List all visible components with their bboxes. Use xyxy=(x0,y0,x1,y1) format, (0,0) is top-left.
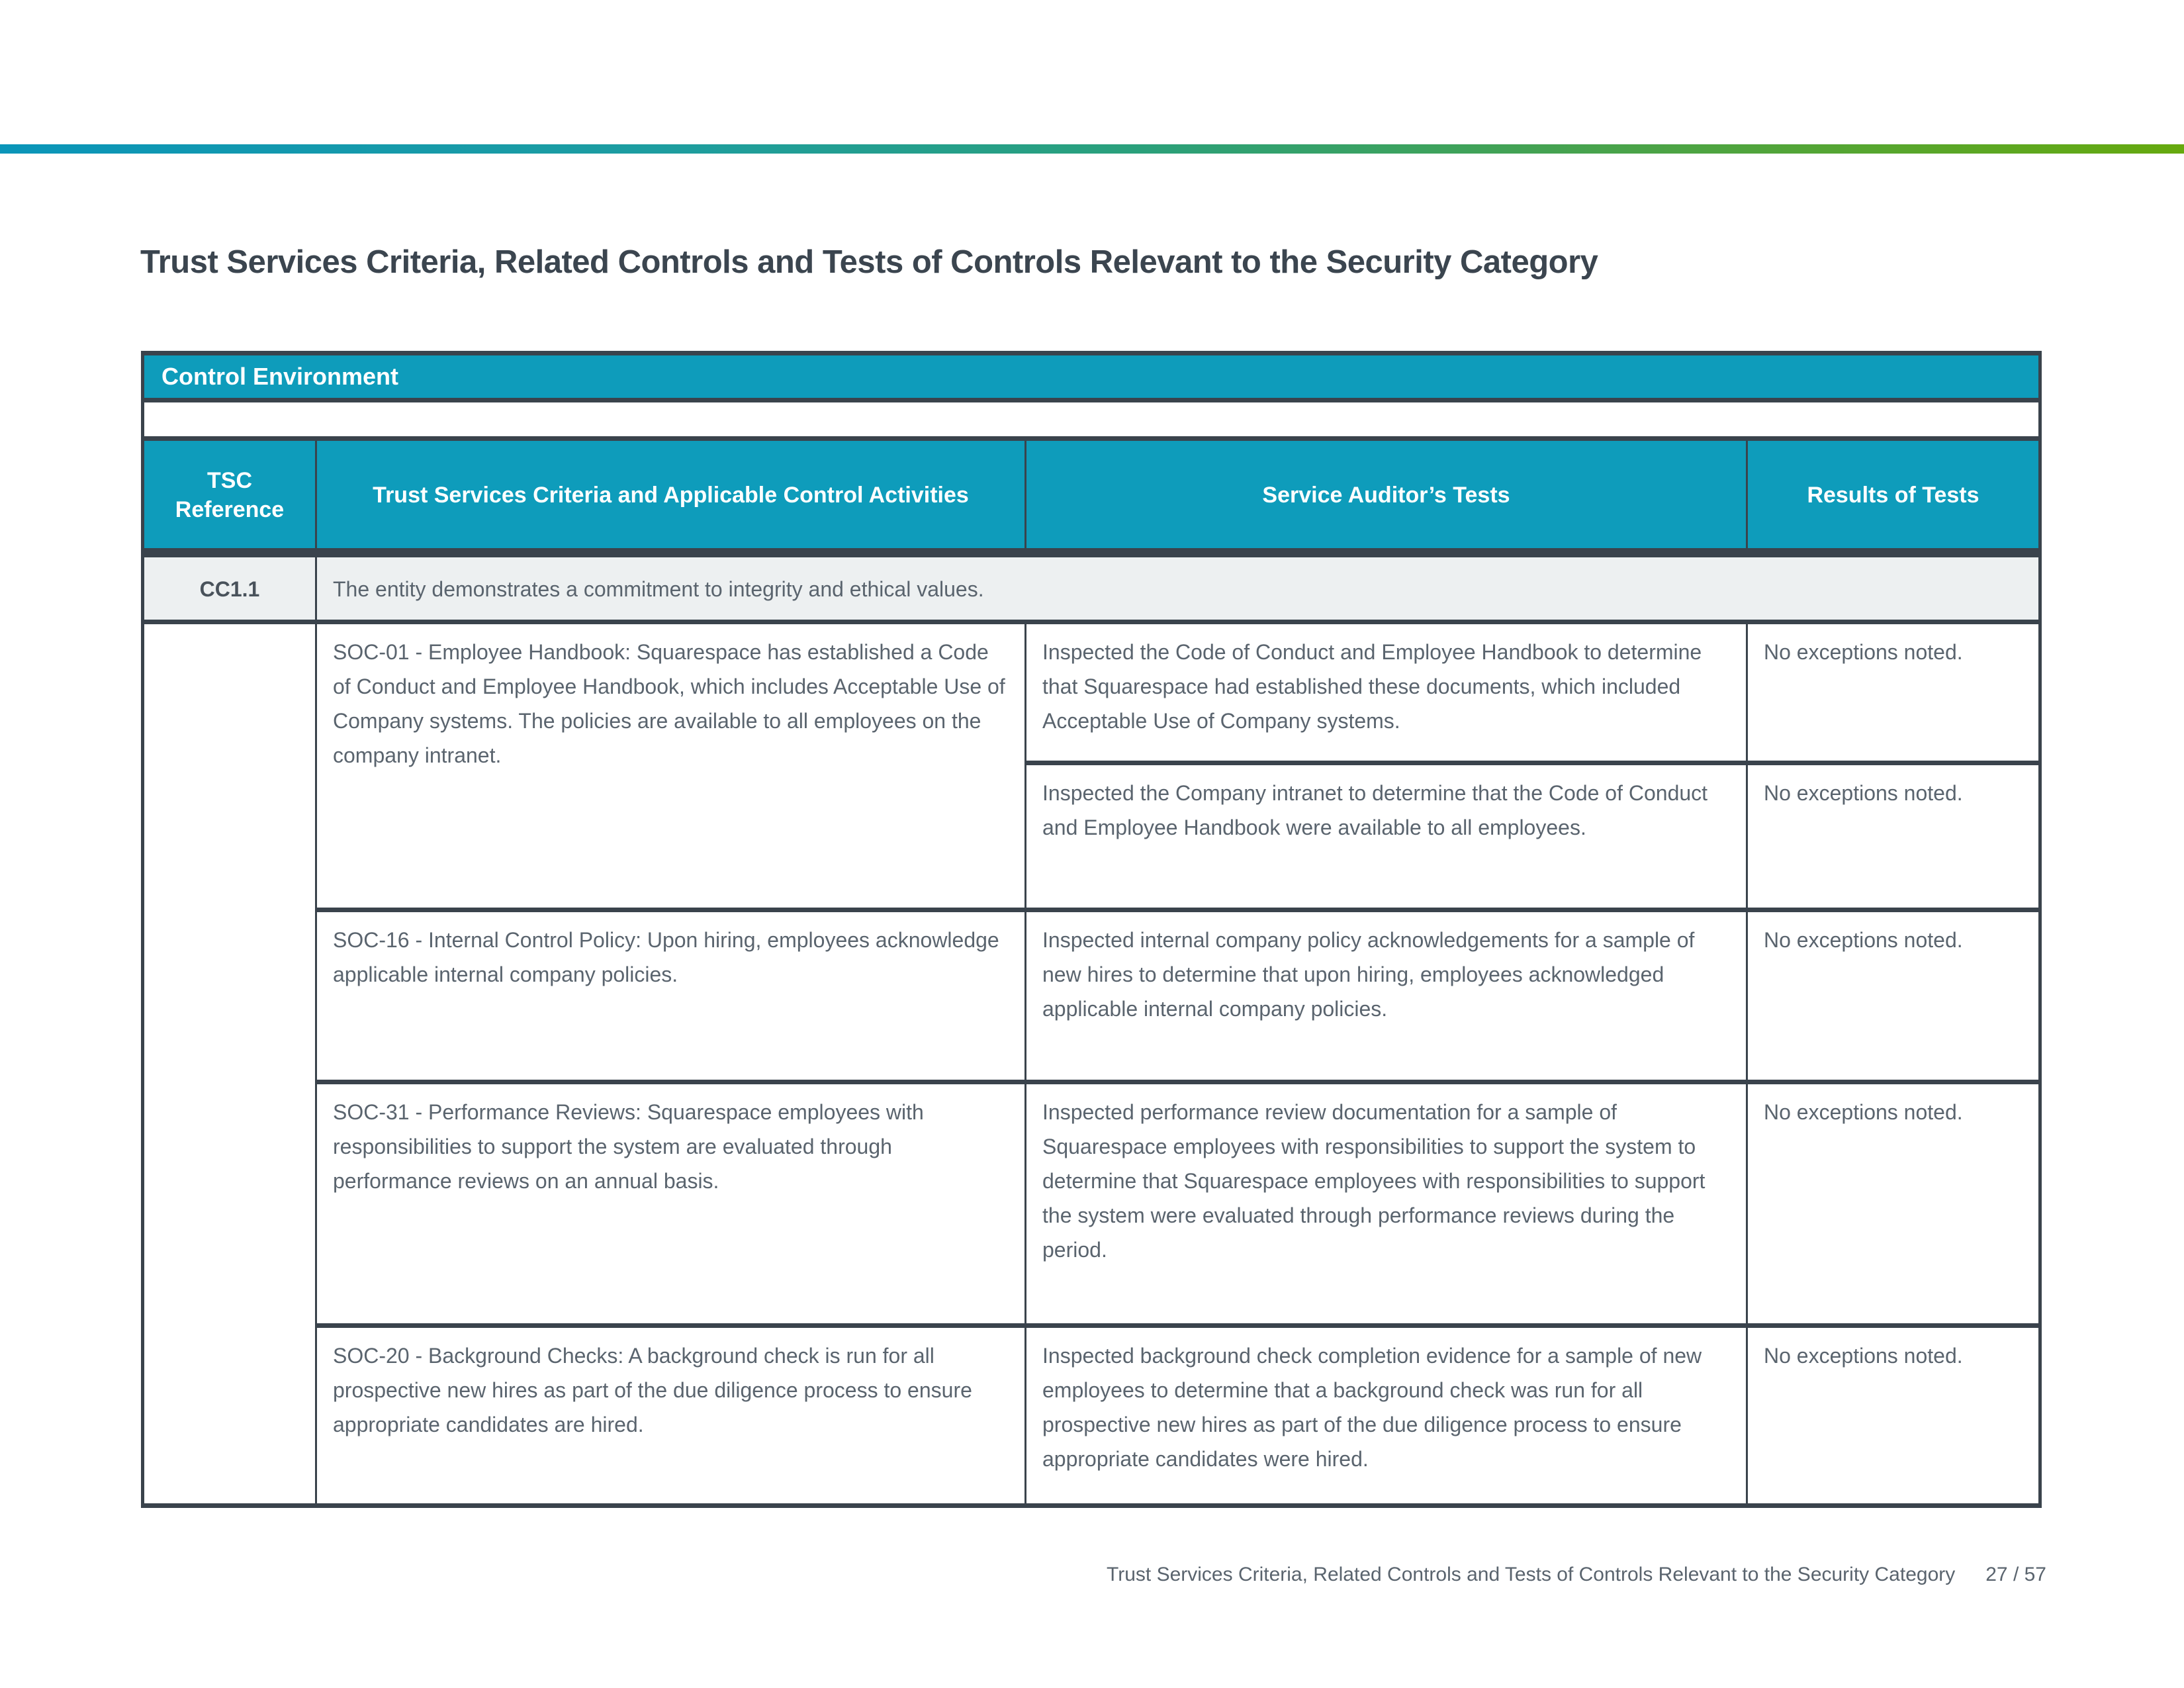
section-header-row xyxy=(143,353,2040,400)
column-header-criteria-activities: Trust Services Criteria and Applicable Control Activities xyxy=(316,439,1026,553)
table-row xyxy=(143,1082,2040,1326)
criteria-ref: CC1.1 xyxy=(143,553,316,622)
control-activity-cell: SOC-16 - Internal Control Policy: Upon hiring, employees acknowledge applicable internal company policies. xyxy=(316,910,1026,1082)
spacer-row xyxy=(143,400,2040,439)
control-activity-cell: SOC-20 - Background Checks: A background check is run for all prospective new hires as part of the due diligence process to ensure appropriate candidates are hired. xyxy=(316,1326,1026,1506)
test-result-cell: No exceptions noted. xyxy=(1747,1326,2040,1506)
page-title: Trust Services Criteria, Related Controls and Tests of Controls Relevant to the Security Category xyxy=(140,244,1598,280)
criteria-description: The entity demonstrates a commitment to integrity and ethical values. xyxy=(316,553,2040,622)
section-header: Control Environment xyxy=(143,353,2040,400)
auditor-test-cell: Inspected the Company intranet to determine that the Code of Conduct and Employee Handbook were available to all employees. xyxy=(1026,763,1747,910)
test-result-cell: No exceptions noted. xyxy=(1747,1082,2040,1326)
page-footer xyxy=(1107,1564,2046,1586)
tsc-ref-empty-cell xyxy=(143,622,316,1506)
table-row xyxy=(143,910,2040,1082)
column-header-row xyxy=(143,439,2040,553)
footer-page-number: 27 / 57 xyxy=(1985,1564,2046,1585)
criteria-row xyxy=(143,553,2040,622)
column-header-results-of-tests: Results of Tests xyxy=(1747,439,2040,553)
auditor-test-cell: Inspected the Code of Conduct and Employee Handbook to determine that Squarespace had established these documents, which included Acceptable Use of Company systems. xyxy=(1026,622,1747,763)
auditor-test-cell: Inspected internal company policy acknowledgements for a sample of new hires to determine that upon hiring, employees acknowledged applicable internal company policies. xyxy=(1026,910,1747,1082)
test-result-cell: No exceptions noted. xyxy=(1747,763,2040,910)
column-header-service-auditors-tests: Service Auditor’s Tests xyxy=(1026,439,1747,553)
test-result-cell: No exceptions noted. xyxy=(1747,622,2040,763)
table-row xyxy=(143,622,2040,763)
controls-table xyxy=(141,351,2042,1508)
control-activity-cell: SOC-31 - Performance Reviews: Squarespace employees with responsibilities to support the system are evaluated through performance reviews on an annual basis. xyxy=(316,1082,1026,1326)
column-header-tsc-reference: TSC Reference xyxy=(143,439,316,553)
table-row xyxy=(143,1326,2040,1506)
gradient-divider xyxy=(0,144,2184,154)
control-activity-cell: SOC-01 - Employee Handbook: Squarespace has established a Code of Conduct and Employee Handbook, which includes Acceptable Use of Company systems. The policies are available to all employees on the company intranet. xyxy=(316,622,1026,910)
spacer-cell xyxy=(143,400,2040,439)
auditor-test-cell: Inspected performance review documentation for a sample of Squarespace employees with responsibilities to support the system to determine that Squarespace employees with responsibilities to support the system were evaluated through performance reviews during the period. xyxy=(1026,1082,1747,1326)
test-result-cell: No exceptions noted. xyxy=(1747,910,2040,1082)
auditor-test-cell: Inspected background check completion evidence for a sample of new employees to determine that a background check was run for all prospective new hires as part of the due diligence process to ensure appropriate candidates were hired. xyxy=(1026,1326,1747,1506)
footer-title: Trust Services Criteria, Related Controls and Tests of Controls Relevant to the Security Category xyxy=(1107,1564,1956,1585)
